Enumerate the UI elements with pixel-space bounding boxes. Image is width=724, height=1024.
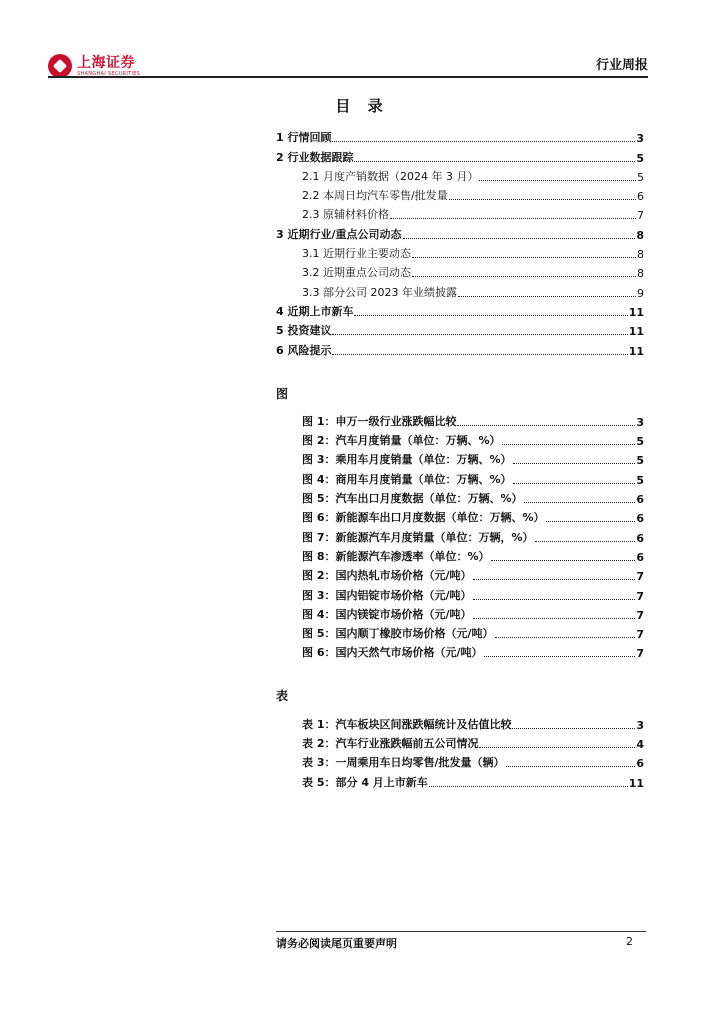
- figure-entry-page: 7: [636, 570, 644, 584]
- header-divider: [48, 76, 648, 78]
- toc-entry-page: 11: [628, 344, 644, 358]
- toc-entry[interactable]: [276, 203, 644, 222]
- toc-entry[interactable]: [276, 242, 644, 261]
- dot-leader: [412, 276, 636, 277]
- dot-leader: [479, 747, 635, 748]
- toc-entry[interactable]: [276, 319, 644, 338]
- toc-entry-title: 4 近期上市新车: [276, 304, 354, 318]
- toc-entry-title: 3 近期行业/重点公司动态: [276, 227, 402, 241]
- figure-list: [276, 410, 644, 661]
- toc-entry-page: 8: [636, 228, 644, 242]
- figure-entry-page: 7: [636, 628, 644, 642]
- toc-entry[interactable]: [276, 338, 644, 357]
- figure-entry-title: 图 4：国内镁锭市场价格（元/吨）: [302, 607, 472, 621]
- toc-section-list: [276, 126, 644, 358]
- toc-title: 目 录: [335, 97, 389, 115]
- dot-leader: [512, 728, 635, 729]
- toc-entry[interactable]: [276, 300, 644, 319]
- table-list: [276, 712, 644, 789]
- logo-chinese-name: 上海证券: [77, 54, 135, 71]
- table-entry-title: 表 5：部分 4 月上市新车: [302, 775, 428, 789]
- table-entry[interactable]: [276, 732, 644, 751]
- report-type-label: 行业周报: [595, 58, 648, 73]
- disclaimer-note: 请务必阅读尾页重要声明: [276, 937, 397, 950]
- dot-leader: [513, 483, 636, 484]
- figure-entry[interactable]: [276, 622, 644, 641]
- toc-entry[interactable]: [276, 184, 644, 203]
- table-entry[interactable]: [276, 770, 644, 789]
- toc-entry-title: 3.2 近期重点公司动态: [302, 266, 411, 280]
- figure-entry-page: 3: [636, 415, 644, 429]
- figure-entry-title: 图 2：汽车月度销量（单位：万辆、%）: [302, 434, 501, 448]
- toc-entry-title: 1 行情回顾: [276, 131, 332, 145]
- dot-leader: [403, 238, 636, 239]
- toc-entry[interactable]: [276, 261, 644, 280]
- toc-entry[interactable]: [276, 126, 644, 145]
- toc-entry-title: 3.1 近期行业主要动态: [302, 247, 411, 261]
- toc-entry-page: 5: [636, 151, 644, 165]
- figure-entry-page: 6: [636, 550, 644, 564]
- figure-entry-page: 6: [636, 493, 644, 507]
- figure-entry[interactable]: [276, 487, 644, 506]
- dot-leader: [473, 579, 636, 580]
- figure-entry[interactable]: [276, 429, 644, 448]
- table-entry-title: 表 2：汽车行业涨跌幅前五公司情况: [302, 737, 479, 751]
- figure-entry[interactable]: [276, 448, 644, 467]
- toc-entry-page: 6: [637, 190, 644, 204]
- figure-entry[interactable]: [276, 641, 644, 660]
- toc-entry-page: 3: [636, 132, 644, 146]
- figure-entry[interactable]: [276, 525, 644, 544]
- dot-leader: [513, 463, 636, 464]
- tables-heading: 表: [276, 689, 289, 704]
- toc-entry-page: 11: [628, 325, 644, 339]
- dot-leader: [491, 560, 636, 561]
- toc-entry-page: 5: [637, 170, 644, 184]
- dot-leader: [457, 425, 635, 426]
- dot-leader: [412, 257, 636, 258]
- table-entry-title: 表 3：一周乘用车日均零售/批发量（辆）: [302, 756, 505, 770]
- toc-entry-title: 2.1 月度产销数据（2024 年 3 月）: [302, 169, 479, 183]
- dot-leader: [506, 766, 636, 767]
- toc-entry[interactable]: [276, 165, 644, 184]
- dot-leader: [429, 786, 628, 787]
- toc-entry-title: 2.3 原辅材料价格: [302, 208, 389, 222]
- figure-entry-title: 图 6：国内天然气市场价格（元/吨）: [302, 646, 483, 660]
- toc-entry-page: 9: [637, 286, 644, 300]
- figure-entry-page: 6: [636, 531, 644, 545]
- figure-entry[interactable]: [276, 564, 644, 583]
- table-entry-page: 3: [636, 718, 644, 732]
- logo-english-name: SHANGHAI SECURITIES: [77, 70, 141, 77]
- figure-entry[interactable]: [276, 410, 644, 429]
- dot-leader: [332, 334, 627, 335]
- toc-entry-title: 2 行业数据跟踪: [276, 150, 354, 164]
- figure-entry-title: 图 6：新能源车出口月度数据（单位：万辆、%）: [302, 511, 545, 525]
- logo-emblem-icon: [48, 54, 72, 78]
- toc-entry-title: 6 风险提示: [276, 343, 332, 357]
- dot-leader: [502, 444, 636, 445]
- toc-entry-title: 3.3 部分公司 2023 年业绩披露: [302, 285, 457, 299]
- figure-entry-title: 图 1：申万一级行业涨跌幅比较: [302, 414, 457, 428]
- dot-leader: [535, 541, 636, 542]
- dot-leader: [546, 521, 636, 522]
- table-entry-page: 11: [628, 776, 644, 790]
- table-entry-page: 4: [636, 738, 644, 752]
- dot-leader: [473, 599, 636, 600]
- figure-entry[interactable]: [276, 467, 644, 486]
- figure-entry-title: 图 5：国内顺丁橡胶市场价格（元/吨）: [302, 627, 494, 641]
- page-number: 2: [626, 935, 633, 948]
- figure-entry-page: 5: [636, 454, 644, 468]
- dot-leader: [473, 618, 636, 619]
- dot-leader: [458, 296, 636, 297]
- table-of-contents: [276, 126, 644, 790]
- figure-entry-title: 图 3：乘用车月度销量（单位：万辆、%）: [302, 453, 512, 467]
- toc-entry[interactable]: [276, 222, 644, 241]
- toc-entry-page: 11: [628, 305, 644, 319]
- figure-entry-title: 图 3：国内铝锭市场价格（元/吨）: [302, 588, 472, 602]
- toc-entry-title: 2.2 本周日均汽车零售/批发量: [302, 189, 448, 203]
- figure-entry-title: 图 4：商用车月度销量（单位：万辆、%）: [302, 472, 512, 486]
- figure-entry-page: 7: [636, 647, 644, 661]
- dot-leader: [354, 161, 635, 162]
- figure-entry-page: 7: [636, 608, 644, 622]
- dot-leader: [495, 637, 636, 638]
- toc-entry[interactable]: [276, 145, 644, 164]
- dot-leader: [332, 141, 635, 142]
- figure-entry[interactable]: [276, 545, 644, 564]
- figure-entry[interactable]: [276, 583, 644, 602]
- table-entry[interactable]: [276, 712, 644, 731]
- dot-leader: [354, 315, 627, 316]
- dot-leader: [449, 199, 636, 200]
- figure-entry[interactable]: [276, 506, 644, 525]
- dot-leader: [332, 354, 627, 355]
- company-logo: [48, 54, 140, 78]
- table-entry-title: 表 1：汽车板块区间涨跌幅统计及估值比较: [302, 717, 512, 731]
- dot-leader: [390, 218, 636, 219]
- footer-divider: [276, 931, 646, 932]
- figures-heading: 图: [276, 386, 289, 401]
- toc-entry[interactable]: [276, 280, 644, 299]
- toc-entry-page: 7: [637, 209, 644, 223]
- figure-entry-title: 图 2：国内热轧市场价格（元/吨）: [302, 569, 472, 583]
- toc-entry-page: 8: [637, 267, 644, 281]
- table-entry-page: 6: [636, 757, 644, 771]
- toc-entry-title: 5 投资建议: [276, 324, 332, 338]
- figure-entry-page: 5: [636, 473, 644, 487]
- figure-entry-page: 7: [636, 589, 644, 603]
- table-entry[interactable]: [276, 751, 644, 770]
- dot-leader: [524, 502, 636, 503]
- figure-entry-title: 图 5：汽车出口月度数据（单位：万辆、%）: [302, 492, 523, 506]
- figure-entry-title: 图 8：新能源汽车渗透率（单位：%）: [302, 549, 490, 563]
- dot-leader: [484, 656, 636, 657]
- toc-entry-page: 8: [637, 248, 644, 262]
- figure-entry-page: 5: [636, 435, 644, 449]
- figure-entry-title: 图 7：新能源汽车月度销量（单位：万辆，%）: [302, 530, 534, 544]
- figure-entry[interactable]: [276, 603, 644, 622]
- dot-leader: [479, 180, 636, 181]
- figure-entry-page: 6: [636, 512, 644, 526]
